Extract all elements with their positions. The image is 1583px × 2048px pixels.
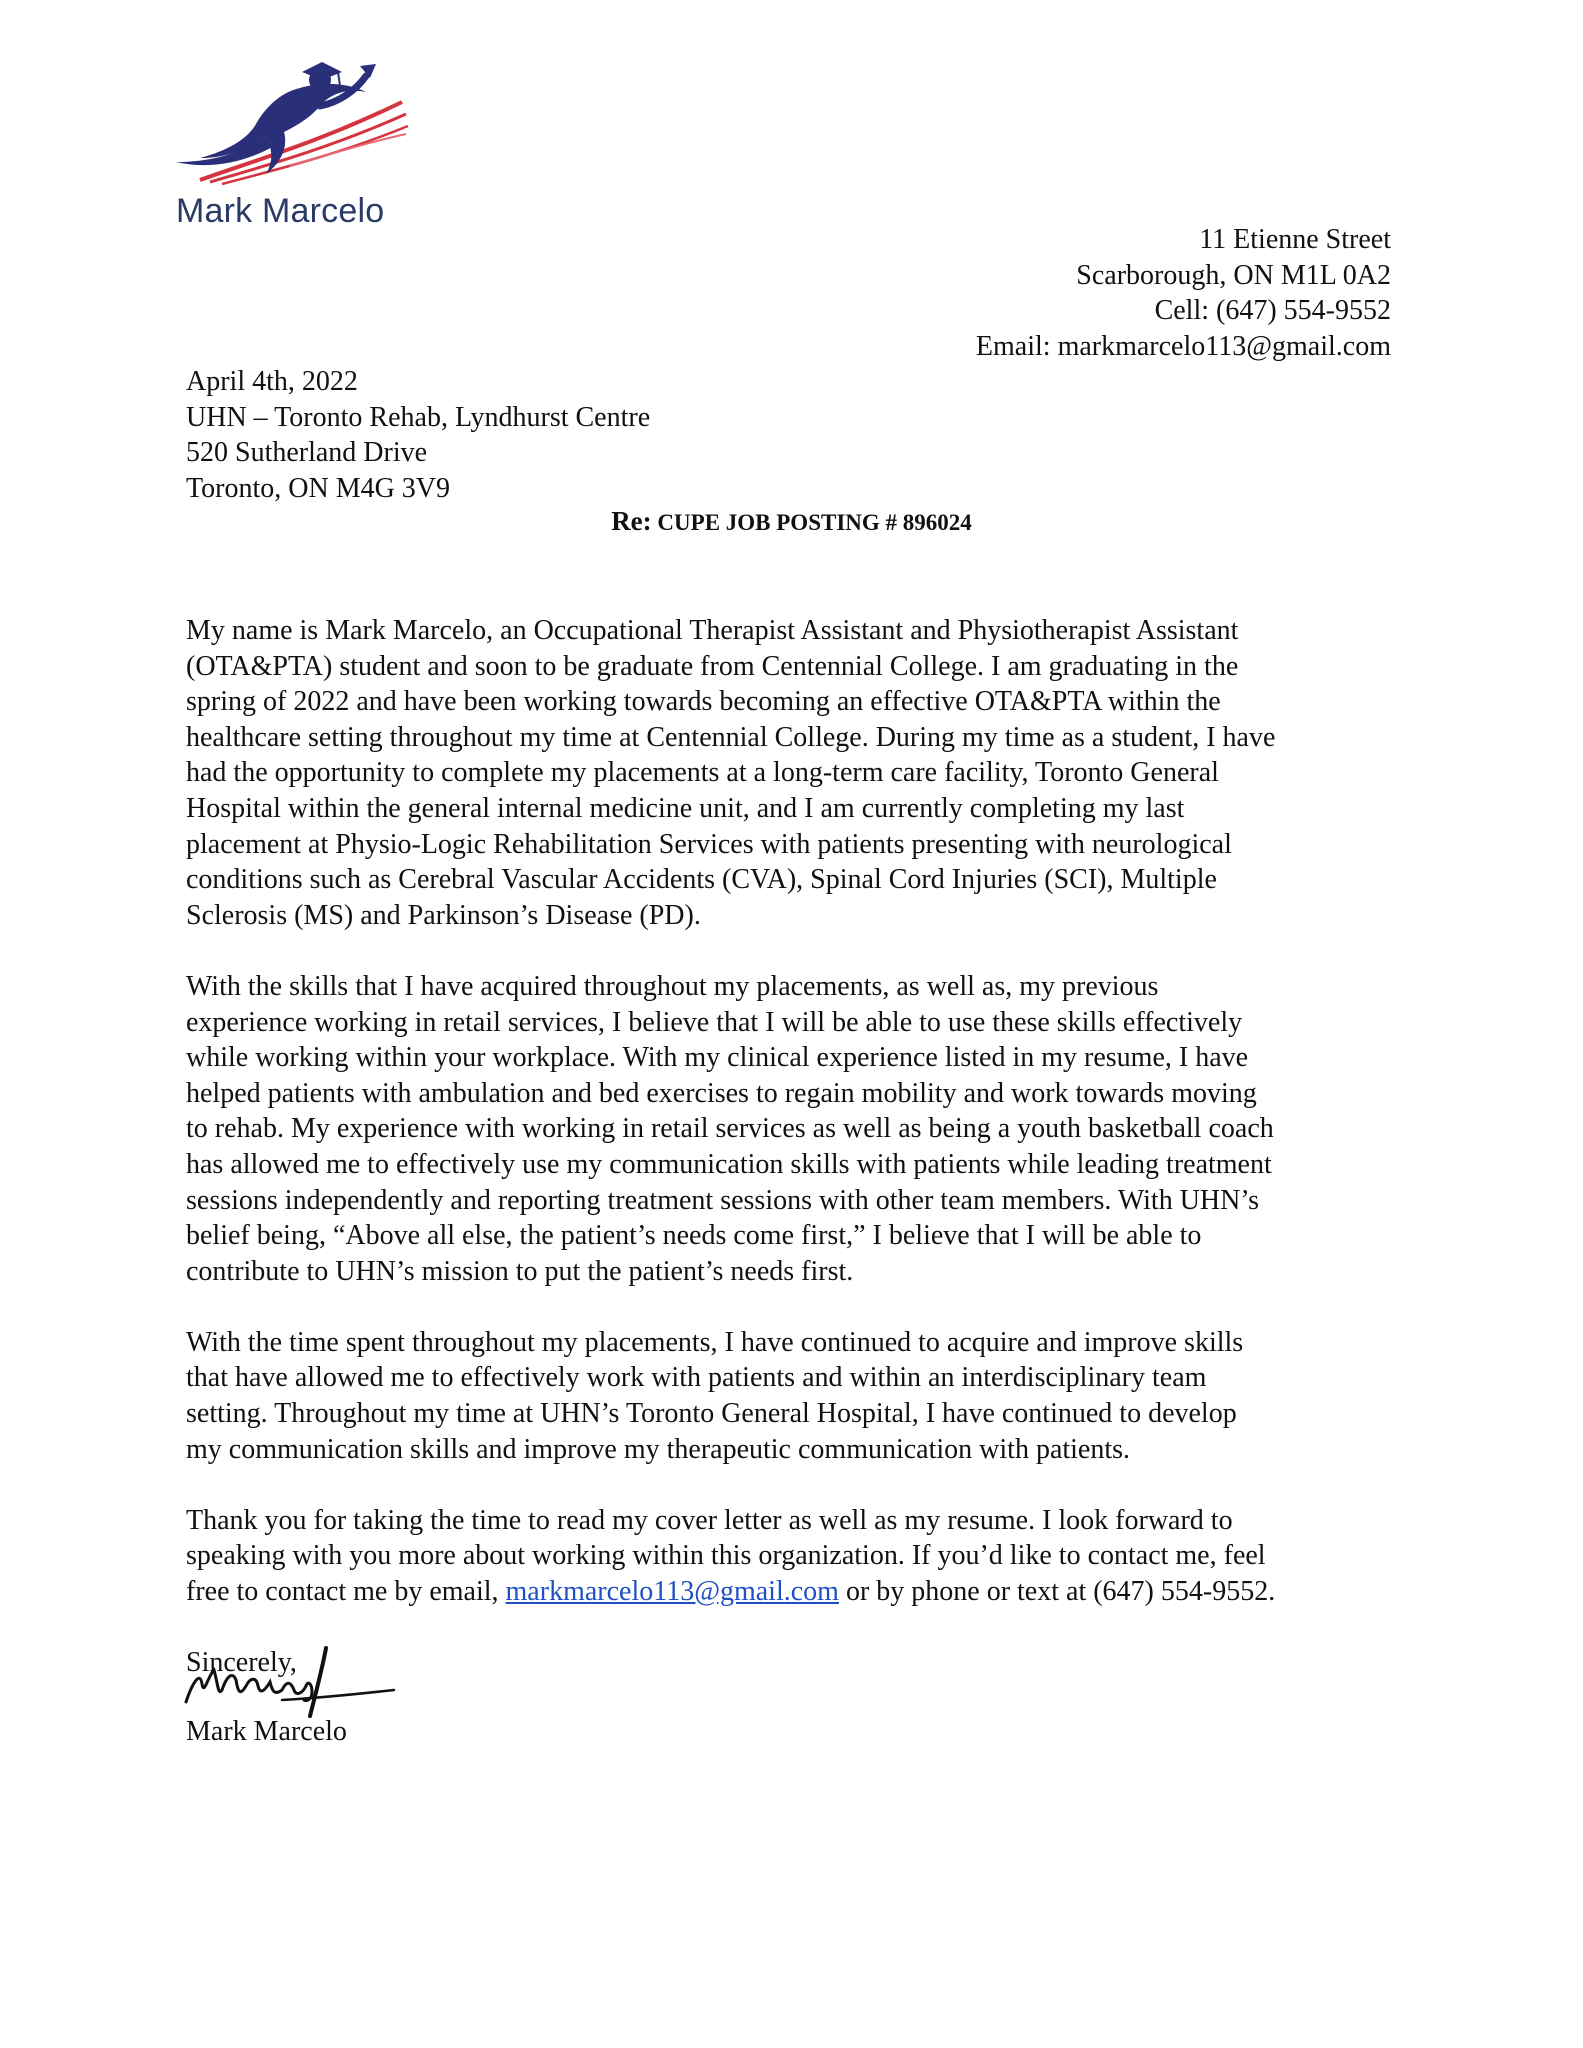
text-line: contribute to UHN’s mission to put the patient’s needs first. — [186, 1255, 854, 1287]
paragraph-skills — [186, 969, 1406, 1289]
text-line: belief being, “Above all else, the patient’s needs come first,” I believe that I will be able to — [186, 1220, 1202, 1252]
text-line: (OTA&PTA) student and soon to be graduate from Centennial College. I am graduating in the — [186, 650, 1239, 682]
closing-salutation: Sincerely, — [186, 1647, 297, 1678]
subject-line — [0, 506, 1583, 537]
text-line: to rehab. My experience with working in retail services as well as being a youth basketball coach — [186, 1113, 1274, 1145]
subject-prefix: Re: — [611, 506, 652, 536]
text-line: my communication skills and improve my therapeutic communication with patients. — [186, 1433, 1131, 1465]
text-line: setting. Throughout my time at UHN’s Toronto General Hospital, I have continued to develop — [186, 1398, 1237, 1430]
text-line: while working within your workplace. With my clinical experience listed in my resume, I have — [186, 1042, 1249, 1074]
text-line: Thank you for taking the time to read my cover letter as well as my resume. I look forward to — [186, 1504, 1233, 1536]
text-fragment: or by phone or text at (647) 554-9552. — [838, 1576, 1276, 1608]
paragraph-intro — [186, 613, 1406, 933]
logo-name: Mark Marcelo — [176, 192, 385, 230]
text-line — [186, 1574, 1406, 1610]
signer-name: Mark Marcelo — [186, 1716, 347, 1747]
paragraph-placements — [186, 1325, 1406, 1467]
subject-text: CUPE JOB POSTING # 896024 — [657, 510, 972, 535]
text-line: spring of 2022 and have been working towards becoming an effective OTA&PTA within the — [186, 686, 1221, 718]
text-line: Sclerosis (MS) and Parkinson’s Disease (PD). — [186, 899, 701, 931]
running-graduate-icon — [170, 62, 410, 192]
text-line: My name is Mark Marcelo, an Occupational Therapist Assistant and Physiotherapist Assistant — [186, 615, 1239, 646]
recipient-address — [186, 364, 650, 506]
text-line: With the time spent throughout my placements, I have continued to acquire and improve skills — [186, 1326, 1244, 1358]
text-line: Hospital within the general internal medicine unit, and I am currently completing my last — [186, 792, 1185, 824]
recipient-street: 520 Sutherland Drive — [186, 437, 428, 468]
sender-street: 11 Etienne Street — [1199, 224, 1391, 255]
text-line: placement at Physio-Logic Rehabilitation Services with patients presenting with neurological — [186, 828, 1232, 860]
text-line: has allowed me to effectively use my communication skills with patients while leading treatment — [186, 1148, 1272, 1180]
text-line: experience working in retail services, I believe that I will be able to use these skills effectively — [186, 1006, 1243, 1038]
recipient-org: UHN – Toronto Rehab, Lyndhurst Centre — [186, 401, 651, 433]
text-line: conditions such as Cerebral Vascular Accidents (CVA), Spinal Cord Injuries (SCI), Multiple — [186, 864, 1217, 896]
sender-cell: Cell: (647) 554-9552 — [1154, 295, 1391, 326]
text-line: that have allowed me to effectively work with patients and within an interdisciplinary team — [186, 1362, 1207, 1394]
text-line: sessions independently and reporting treatment sessions with other team members. With UHN’s — [186, 1184, 1260, 1216]
sender-email: Email: markmarcelo113@gmail.com — [975, 330, 1391, 362]
text-line: healthcare setting throughout my time at Centennial College. During my time as a student, I have — [186, 721, 1276, 753]
text-line: speaking with you more about working within this organization. If you’d like to contact me, feel — [186, 1540, 1266, 1572]
text-fragment: free to contact me by email, — [186, 1576, 506, 1608]
letter-date: April 4th, 2022 — [186, 366, 358, 397]
letterhead-logo — [170, 62, 430, 237]
email-link[interactable]: markmarcelo113@gmail.com — [505, 1576, 839, 1608]
text-line: helped patients with ambulation and bed exercises to regain mobility and work towards moving — [186, 1077, 1257, 1109]
text-line: With the skills that I have acquired throughout my placements, as well as, my previous — [186, 970, 1159, 1002]
sender-address — [976, 222, 1391, 364]
text-line: had the opportunity to complete my placements at a long-term care facility, Toronto General — [186, 757, 1219, 789]
letter-body — [186, 613, 1406, 1645]
sender-city: Scarborough, ON M1L 0A2 — [1076, 259, 1391, 291]
recipient-city: Toronto, ON M4G 3V9 — [186, 472, 451, 504]
paragraph-thanks — [186, 1503, 1406, 1610]
